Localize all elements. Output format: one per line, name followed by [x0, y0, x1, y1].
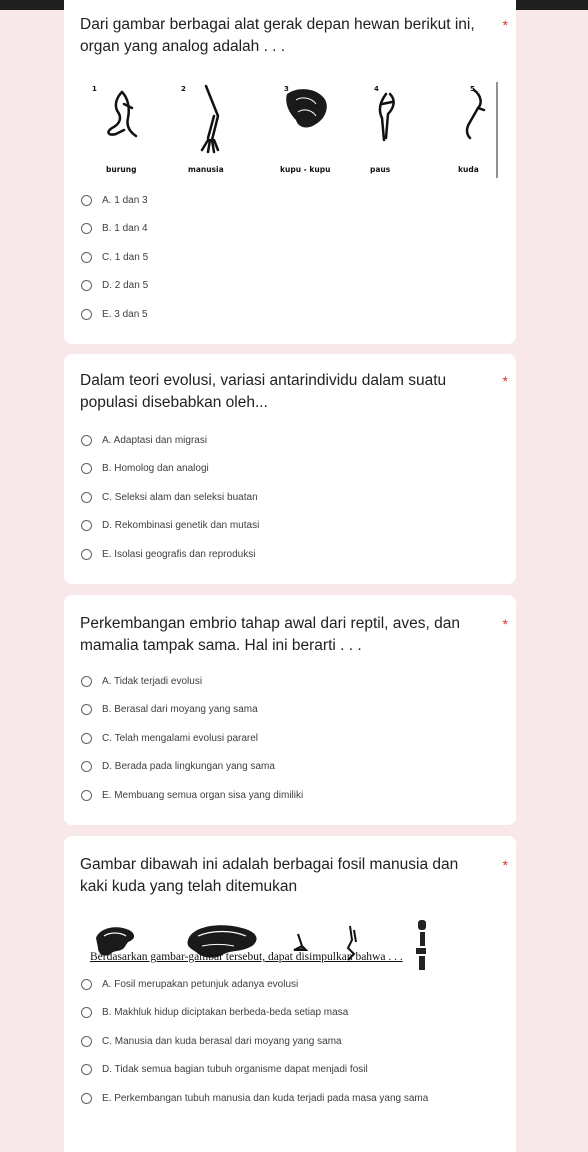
radio-button[interactable] [81, 280, 92, 291]
radio-button[interactable] [81, 676, 92, 687]
figure-label-manusia: manusia [188, 165, 224, 174]
question-title [80, 14, 508, 58]
option-homolog[interactable] [80, 455, 500, 484]
question-title [80, 370, 508, 414]
option-3-5[interactable] [80, 300, 500, 329]
radio-button[interactable] [81, 1093, 92, 1104]
required-asterisk: * [502, 616, 508, 632]
option-isolasi[interactable] [80, 540, 500, 569]
figure-label-kupu-kupu: kupu - kupu [280, 165, 331, 174]
option-fosil-petunjuk[interactable] [80, 970, 500, 999]
option-list [80, 667, 500, 810]
option-moyang-sama[interactable] [80, 696, 500, 725]
option-2-5[interactable] [80, 272, 500, 301]
fossil-figure [92, 918, 452, 974]
option-label: C. Seleksi alam dan seleksi buatan [102, 491, 258, 503]
human-arm-bone [202, 86, 218, 152]
option-makhluk-hidup[interactable] [80, 999, 500, 1028]
required-asterisk: * [502, 857, 508, 873]
figure-number-5: 5 [470, 85, 475, 93]
question-text: Dari gambar berbagai alat gerak depan hewan berikut ini, organ yang analog adalah . . . [80, 16, 475, 55]
question-title [80, 613, 508, 657]
option-label: C. Manusia dan kuda berasal dari moyang yang sama [102, 1035, 342, 1047]
figure-caption: Berdasarkan gambar-gambar tersebut, dapat disimpulkan bahwa . . . [90, 951, 403, 963]
radio-button[interactable] [81, 549, 92, 560]
question-title [80, 854, 508, 898]
radio-button[interactable] [81, 223, 92, 234]
radio-button[interactable] [81, 195, 92, 206]
figure-number-4: 4 [374, 85, 379, 93]
option-1-5[interactable] [80, 243, 500, 272]
option-perkembangan[interactable] [80, 1084, 500, 1113]
radio-button[interactable] [81, 520, 92, 531]
option-label: B. Berasal dari moyang yang sama [102, 704, 258, 716]
option-rekombinasi[interactable] [80, 512, 500, 541]
question-text: Gambar dibawah ini adalah berbagai fosil manusia dan kaki kuda yang telah ditemukan [80, 856, 459, 895]
figure-label-burung: burung [106, 165, 137, 174]
option-label: A. Adaptasi dan migrasi [102, 434, 208, 446]
butterfly-wing [286, 89, 327, 127]
question-text: Dalam teori evolusi, variasi antarindividu dalam suatu populasi disebabkan oleh... [80, 372, 447, 411]
question-card-3 [64, 595, 516, 825]
radio-button[interactable] [81, 704, 92, 715]
radio-button[interactable] [81, 252, 92, 263]
required-asterisk: * [502, 373, 508, 389]
radio-button[interactable] [81, 492, 92, 503]
option-adaptasi[interactable] [80, 426, 500, 455]
figure-number-1: 1 [92, 85, 97, 93]
radio-button[interactable] [81, 733, 92, 744]
radio-button[interactable] [81, 309, 92, 320]
option-label: D. 2 dan 5 [102, 280, 149, 292]
figure-number-2: 2 [181, 85, 186, 93]
option-seleksi[interactable] [80, 483, 500, 512]
radio-button[interactable] [81, 435, 92, 446]
option-label: A. Fosil merupakan petunjuk adanya evolusi [102, 978, 299, 990]
option-label: E. Isolasi geografis dan reproduksi [102, 548, 256, 560]
option-manusia-kuda[interactable] [80, 1027, 500, 1056]
option-1-4[interactable] [80, 215, 500, 244]
figure-label-paus: paus [370, 165, 391, 174]
radio-button[interactable] [81, 463, 92, 474]
option-label: C. 1 dan 5 [102, 251, 149, 263]
required-asterisk: * [502, 17, 508, 33]
option-label: E. Perkembangan tubuh manusia dan kuda terjadi pada masa yang sama [102, 1092, 429, 1104]
option-label: A. 1 dan 3 [102, 194, 148, 206]
option-label: D. Tidak semua bagian tubuh organisme dapat menjadi fosil [102, 1064, 368, 1076]
forelimb-figure [84, 78, 500, 182]
option-list [80, 426, 500, 569]
option-organ-sisa[interactable] [80, 781, 500, 810]
question-text: Perkembangan embrio tahap awal dari reptil, aves, dan mamalia tampak sama. Hal ini berarti . . . [80, 615, 460, 654]
option-lingkungan-sama[interactable] [80, 753, 500, 782]
option-label: D. Rekombinasi genetik dan mutasi [102, 520, 260, 532]
option-label: A. Tidak terjadi evolusi [102, 675, 203, 687]
radio-button[interactable] [81, 790, 92, 801]
option-tidak-semua[interactable] [80, 1056, 500, 1085]
option-label: E. Membuang semua organ sisa yang dimiliki [102, 789, 304, 801]
horse-leg-bone [467, 90, 484, 138]
question-card-4 [64, 836, 516, 1152]
figure-label-kuda: kuda [458, 165, 479, 174]
question-card-1 [64, 0, 516, 344]
option-label: E. 3 dan 5 [102, 308, 148, 320]
option-list [80, 970, 500, 1113]
figure-number-3: 3 [284, 85, 289, 93]
option-label: D. Berada pada lingkungan yang sama [102, 761, 275, 773]
radio-button[interactable] [81, 979, 92, 990]
option-label: B. Homolog dan analogi [102, 463, 209, 475]
option-label: B. 1 dan 4 [102, 223, 148, 235]
radio-button[interactable] [81, 1036, 92, 1047]
horse-foot-fossil-3 [416, 920, 426, 970]
option-evolusi-pararel[interactable] [80, 724, 500, 753]
option-tidak-evolusi[interactable] [80, 667, 500, 696]
option-1-3[interactable] [80, 186, 500, 215]
whale-flipper-bone [380, 94, 394, 140]
option-label: B. Makhluk hidup diciptakan berbeda-beda setiap masa [102, 1007, 349, 1019]
bird-wing-bone [109, 92, 136, 136]
horse-foot-fossil-1 [294, 934, 306, 950]
radio-button[interactable] [81, 761, 92, 772]
radio-button[interactable] [81, 1007, 92, 1018]
question-card-2 [64, 354, 516, 584]
radio-button[interactable] [81, 1064, 92, 1075]
option-list [80, 186, 500, 329]
option-label: C. Telah mengalami evolusi pararel [102, 732, 259, 744]
